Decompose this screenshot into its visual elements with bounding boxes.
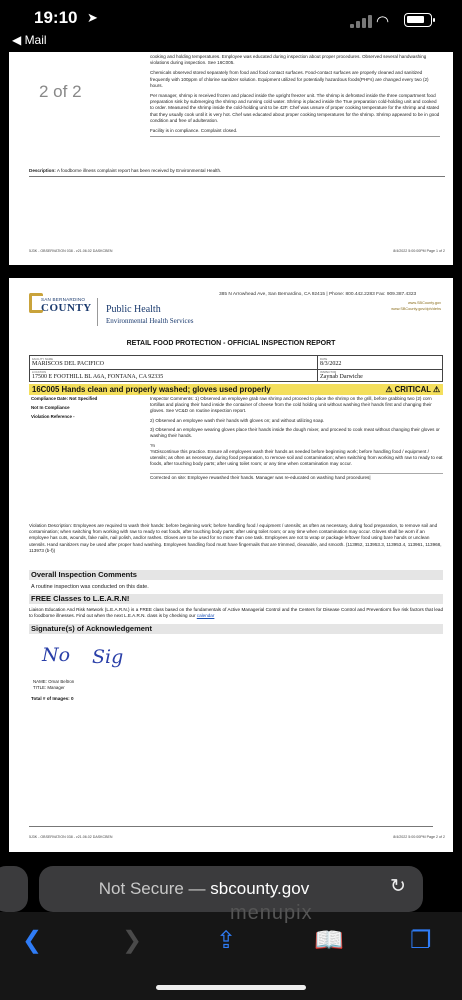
share-icon[interactable]: ⇪ <box>216 927 237 954</box>
inspector-comments <box>150 396 443 484</box>
document-page-2 <box>9 278 453 852</box>
department-name: Public Health <box>106 304 161 315</box>
description <box>29 168 449 174</box>
facility-label: FACILITY NAME <box>32 357 53 361</box>
compliance-status: Not In Compliance <box>31 405 70 410</box>
comment: Inspector Comments: 1) Observed an employee grab raw shrimp and proceed to place the shrimp on the grill, before grabbing two (2) corn tortillas and placing their hand inside the container of cheese from the cold holding unit without washing their hands first and changing their gloves. See VC&D on routine inspection report. <box>150 396 432 414</box>
paragraph: cooking and holding temperatures. Employee was educated during inspection about proper procedures. Observed several handwashing violations during inspection. See 16C005. <box>150 54 427 66</box>
browser-toolbar <box>0 912 462 1000</box>
back-to-mail-link[interactable]: ◀ Mail <box>12 33 47 47</box>
bookmarks-icon[interactable]: 📖 <box>314 927 344 954</box>
report-title: RETAIL FOOD PROTECTION - OFFICIAL INSPECTION REPORT <box>126 340 336 347</box>
observations-continued <box>150 54 440 141</box>
critical-badge: ⚠ CRITICAL ⚠ <box>385 385 440 394</box>
inspector-name: Zaynab Darwiche <box>320 374 363 380</box>
date-label: DATE <box>320 357 328 361</box>
paragraph: Facility is in compliance. Complaint closed. <box>150 128 440 137</box>
learn-text: Liaison Education And Risk Network (L.E.A.R.N.) is a FREE class based on the fundamentals of Active Managerial Control and the Centers for Disease Control and Prevention's five risk factors that lead to foodborne illnesses. Find out when the next L.E.A.R.N. class is by checking our <box>29 607 443 619</box>
paragraph: Chemicals observed stored separately from food and food contact surfaces. Food-contact surfaces are properly cleaned and sanitized frequently with 100ppm of chlorine sanitizer solution. Equipment utilized for potentially hazardous foods(PHFs) are changed every two (2) hours. <box>150 70 429 88</box>
location-label: LOCATION <box>32 370 47 374</box>
facility-name: MARISCOS DEL PACIFICO <box>32 361 104 367</box>
overall-comments-header: Overall Inspection Comments <box>29 570 443 580</box>
location-arrow-icon: ➤ <box>87 10 98 25</box>
calendar-link[interactable]: calendar <box>196 613 215 619</box>
paragraph: Per manager, shrimp is received frozen and placed inside the upright freezer unit. The shrimp is defrosted inside the three compartment food preparation sink by submerging the shrimp and running cold water. Shrimp is placed inside the True preparation cold-holding unit and cooked to order. Measured the shrimp inside the cold-holding unit to be 42F. Chef was unsure of proper cooking temperature for the shrimp and stated that they usually cook until it is very hot. Chef was educated about proper cooking temperatures for the shrimp. Shrimp appeared to be in good condition and free of adulteration. <box>150 93 440 123</box>
facility-location: 17500 E FOOTHILL BL A6A, FONTANA, CA 92335 <box>32 374 164 380</box>
home-indicator[interactable] <box>156 985 306 990</box>
website-link[interactable]: www.SBCounty.gov <box>407 301 441 305</box>
not-secure-label: Not Secure — <box>98 879 211 898</box>
previous-tab-peek[interactable] <box>0 866 28 912</box>
signature-no: No <box>42 644 71 666</box>
page-footer <box>29 249 445 253</box>
violation-reference: Violation Reference - <box>31 414 75 419</box>
footer-right: 8/4/2022 5:00:00PM Page 1 of 2 <box>393 249 445 253</box>
website-link-dehs[interactable]: www.SBCounty.gov/dph/dehs <box>391 307 441 311</box>
learn-paragraph <box>29 607 443 619</box>
tabs-icon[interactable]: ❐ <box>410 927 432 954</box>
page-counter: 2 of 2 <box>39 82 82 101</box>
divider <box>29 826 433 827</box>
clock: 19:10 <box>34 8 78 27</box>
violation-header <box>29 384 443 395</box>
footer-left: 5J3K - OBSERVATION 038 - v21.06.02 DASKCBEN <box>29 835 113 839</box>
total-images: Total # of Images: 0 <box>31 696 74 701</box>
violation-title: 16C005 Hands clean and properly washed; gloves used properly <box>32 385 271 394</box>
back-chevron-icon[interactable]: ❮ <box>22 927 43 954</box>
logo-divider <box>97 298 98 326</box>
division-name: Environmental Health Services <box>106 317 194 325</box>
domain: sbcounty.gov <box>210 879 310 898</box>
battery-icon <box>404 13 432 27</box>
watermark-logo: menupix <box>230 902 313 924</box>
logo-small-text: SAN BERNARDINO <box>41 297 86 302</box>
page-footer <box>29 835 445 839</box>
signature-header: Signature(s) of Acknowledgement <box>29 624 443 634</box>
description-text: A foodborne illness complaint report has been received by Environmental Health. <box>56 168 222 173</box>
footer-left: 5J3K - OBSERVATION 038 - v21.06.02 DASKCBEN <box>29 249 113 253</box>
document-page-1 <box>9 52 453 265</box>
violation-description: Violation Description: Employees are required to wash their hands: before beginning work; before handling food / equipment / utensils; as often as necessary, during food preparation, to remove soil and contamination; when switching from working with raw to ready to eat foods, after touching body parts; after using toilet room; or any time when contamination may occur. Gloves shall be worn if an employee has cuts, wounds, fake nails, nail polish, and/or rashes. Gloves are to be used for no more than one task. Employees are not to wrap or package leftover food using bare hands or unclean utensils. Hand sanitizers may be used after proper hand washing. Employees handling food must have fingernails that are trimmed, cleanable, and smooth. (113952, 113953.3, 113953.4, 113961, 113968, 113973 (b-f)) <box>29 523 442 553</box>
inspection-date: 8/3/2022 <box>320 361 342 367</box>
forward-chevron-icon[interactable]: ❯ <box>122 927 143 954</box>
logo-big-text: COUNTY <box>41 302 92 314</box>
status-bar <box>0 0 462 52</box>
facility-info-box <box>29 355 443 382</box>
wifi-icon: ◠ <box>376 13 390 30</box>
comment: ?n <box>150 442 156 448</box>
county-logo <box>29 293 101 327</box>
signer-title: TITLE: Manager <box>33 685 65 690</box>
signature-sig: Sig <box>92 646 124 668</box>
inspector-label: INSPECTOR <box>320 370 337 374</box>
description-label: Description: <box>29 168 56 173</box>
corrected-on-site: Corrected on site: Employee rewashed their hands. Manager was re-educated on washing hand procedures| <box>150 473 443 481</box>
url-text <box>39 879 369 899</box>
comment: ?nDiscontinue this practice. Ensure all employees wash their hands as needed before beginning work; before handling food / equipment / utensils; as often as necessary, during food preparation, to remove soil and contamination; when switching from working with raw to ready to eat foods, after touching body parts; after using toilet room; or any time when contamination may occur. <box>150 448 443 467</box>
footer-right: 8/4/2022 5:00:00PM Page 2 of 2 <box>393 835 445 839</box>
compliance-date: Compliance Date: Not Specified <box>31 396 98 401</box>
reload-icon[interactable]: ↻ <box>390 876 406 897</box>
comment: 3) Observed an employee wearing gloves place their hands inside the dough mixer, and proceed to cook meat without changing their gloves or washing their hands. <box>150 427 440 439</box>
free-classes-header: FREE Classes to L.E.A.R.N! <box>29 594 443 604</box>
signer-name: NAME: Omar Beltron <box>33 679 75 684</box>
divider <box>29 176 445 177</box>
office-address: 385 N Arrowhead Ave, San Bernardino, CA 92415 | Phone: 800.442.2283 Fax: 909.387.4323 <box>219 292 417 297</box>
cellular-signal-icon <box>350 14 372 28</box>
overall-comments-text: A routine inspection was conducted on this date. <box>31 584 149 590</box>
comment: 2) Observed an employee wash their hands with gloves on; and without utilizing soap. <box>150 417 325 423</box>
